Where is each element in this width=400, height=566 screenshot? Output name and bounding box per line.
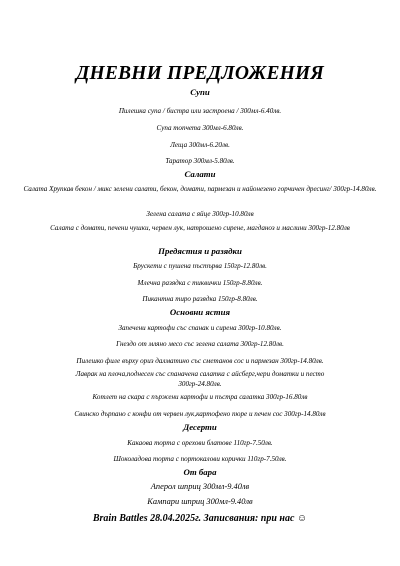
menu-item: Салата Хрупкав бекон / микс зелени салати, бекон, домати, пармезан и найонезено горчичен дресинг/ 300гр-14.80лв.: [23, 185, 377, 193]
menu-item: Гнездо от мляно месо със зелена салата 300гр-12.80лв.: [116, 340, 284, 348]
section-heading-starters: Предястия и разядки: [158, 246, 242, 256]
menu-item: Котлет на скара с пържени картофи и пъстра салатка 300гр-16.80лв: [92, 393, 308, 401]
menu-item: Супа топчета 300мл-6.80лв.: [156, 124, 244, 132]
menu-item: Пикантна тиро разядка 150гр-8.80лв.: [142, 295, 258, 303]
menu-item: Аперол шприц 300мл-9.40лв: [150, 482, 250, 491]
menu-item: Млечна разядка с тиквички 150гр-8.80лв.: [137, 279, 263, 287]
menu-item: Пилешка супа / бистра или застроена / 300мл-6.40лв.: [118, 107, 282, 115]
page-title: ДНЕВНИ ПРЕДЛОЖЕНИЯ: [75, 63, 325, 84]
section-heading-salads: Салати: [184, 169, 216, 179]
menu-item: Леща 300мл-6.20лв.: [170, 141, 230, 149]
section-heading-bar: От бара: [183, 467, 217, 477]
menu-item: Шоколадова торта с портокалови корички 110гр-7.50лв.: [113, 455, 287, 463]
menu-item: Таратор 300мл-5.80лв.: [165, 157, 235, 165]
menu-item: Пилешко филе върху ориз далматино със сметанов сос и пармезан 300гр-14.80лв.: [76, 357, 324, 365]
menu-item: Кампари шприц 300мл-9.40лв: [147, 497, 253, 506]
menu-item: Брускети с пушена пъстърва 150гр-12.80лв.: [133, 262, 267, 270]
menu-item: Свинско дърпано с конфи от червен лук,картофено пюре и печен сос 300гр-14.80лв: [74, 410, 326, 418]
section-heading-mains: Основни ястия: [169, 307, 231, 317]
menu-item: Зелена салата с яйце 300гр-10.80лв: [146, 210, 254, 218]
menu-item: Запечени картофи със спанак и сирена 300гр-10.80лв.: [118, 324, 282, 332]
menu-item: Лаврак на плоча,поднесен със спаначена салатка с айсберг,чери доматки и песто 300гр-24.80лв.: [75, 370, 325, 388]
menu-item: Салата с домати, печени чушки, червен лук, натрошено сирене, магданоз и маслини 300гр-12.80лв: [50, 224, 350, 232]
section-heading-soups: Супи: [190, 87, 210, 97]
section-heading-desserts: Десерти: [183, 422, 217, 432]
event-announcement: Brain Battles 28.04.2025г. Записвания: при нас ☺: [92, 513, 308, 524]
menu-item: Какаова торта с орехови блатове 110гр-7.50лв.: [127, 439, 273, 447]
